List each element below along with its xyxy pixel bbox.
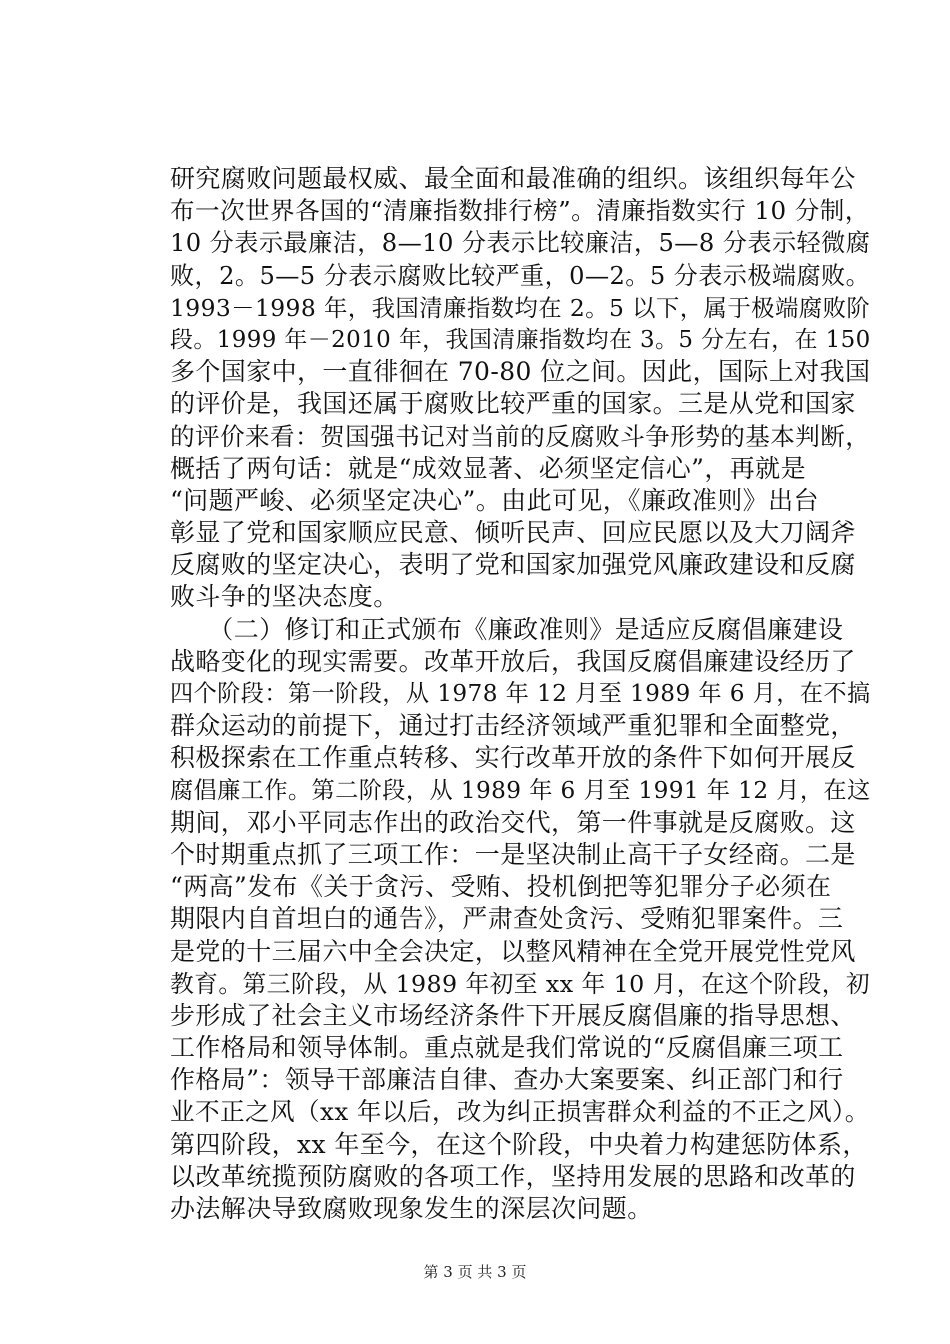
text-line: 多个国家中，一直徘徊在 70-80 位之间。因此，国际上对我国	[170, 357, 871, 387]
text-line: 彰显了党和国家顺应民意、倾听民声、回应民愿以及大刀阔斧	[170, 518, 856, 548]
text-line: 期间，邓小平同志作出的政治交代，第一件事就是反腐败。这	[170, 807, 856, 837]
text-line: 败斗争的坚决态度。	[170, 582, 399, 612]
text-line: 10 分表示最廉洁，8—10 分表示比较廉洁，5—8 分表示轻微腐	[170, 229, 871, 258]
text-line: 概括了两句话：就是“成效显著、必须坚定信心”，再就是	[170, 453, 806, 483]
text-line: 的评价来看：贺国强书记对当前的反腐败斗争形势的基本判断，	[170, 421, 871, 451]
text-line: 第四阶段，xx 年至今，在这个阶段，中央着力构建惩防体系，	[170, 1129, 868, 1159]
text-line: 以改革统揽预防腐败的各项工作，坚持用发展的思路和改革的	[170, 1161, 856, 1191]
text-line: 期限内自首坦白的通告》，严肃查处贪污、受贿犯罪案件。三	[170, 904, 844, 934]
text-line: 战略变化的现实需要。改革开放后，我国反腐倡廉建设经历了	[170, 646, 856, 676]
text-line: 布一次世界各国的“清廉指数排行榜”。清廉指数实行 10 分制，	[170, 196, 870, 226]
text-line: 是党的十三届六中全会决定，以整风精神在全党开展党性党风	[170, 936, 856, 966]
text-line: 段。1999 年－2010 年，我国清廉指数均在 3。5 分左右，在 150	[170, 326, 871, 353]
text-line: 办法解决导致腐败现象发生的深层次问题。	[170, 1194, 653, 1223]
text-line: 1993－1998 年，我国清廉指数均在 2。5 以下，属于极端腐败阶	[170, 293, 871, 322]
text-line: 步形成了社会主义市场经济条件下开展反腐倡廉的指导思想、	[170, 1000, 856, 1030]
text-line: 积极探索在工作重点转移、实行改革开放的条件下如何开展反	[170, 743, 856, 773]
body-text	[170, 163, 870, 1225]
text-line: 研究腐败问题最权威、最全面和最准确的组织。该组织每年公	[170, 164, 856, 193]
text-line: 败，2。5—5 分表示腐败比较严重，0—2。5 分表示极端腐败。	[170, 261, 871, 290]
page-footer	[0, 1262, 950, 1282]
text-line: （二）修订和正式颁布《廉政准则》是适应反腐倡廉建设	[170, 614, 844, 644]
text-line: “问题严峻、必须坚定决心”。由此可见，《廉政准则》出台	[170, 485, 819, 515]
text-line: 工作格局和领导体制。重点就是我们常说的“反腐倡廉三项工	[170, 1033, 844, 1063]
page-number: 第 3 页 共 3 页	[423, 1263, 527, 1281]
text-line: 群众运动的前提下，通过打击经济领域严重犯罪和全面整党，	[170, 711, 856, 741]
text-line: “两高”发布《关于贪污、受贿、投机倒把等犯罪分子必须在	[170, 872, 832, 902]
text-line: 作格局”：领导干部廉洁自律、查办大案要案、纠正部门和行	[170, 1065, 844, 1095]
text-line: 四个阶段：第一阶段，从 1978 年 12 月至 1989 年 6 月，在不搞	[170, 680, 871, 707]
text-line: 业不正之风（xx 年以后，改为纠正损害群众利益的不正之风）。	[170, 1097, 870, 1127]
text-line: 的评价是，我国还属于腐败比较严重的国家。三是从党和国家	[170, 389, 856, 419]
text-line: 个时期重点抓了三项工作：一是坚决制止高干子女经商。二是	[170, 839, 856, 869]
text-line: 腐倡廉工作。第二阶段，从 1989 年 6 月至 1991 年 12 月，在这	[170, 776, 871, 804]
text-line: 反腐败的坚定决心，表明了党和国家加强党风廉政建设和反腐	[170, 550, 856, 580]
text-line: 教育。第三阶段，从 1989 年初至 xx 年 10 月，在这个阶段，初	[170, 969, 871, 998]
